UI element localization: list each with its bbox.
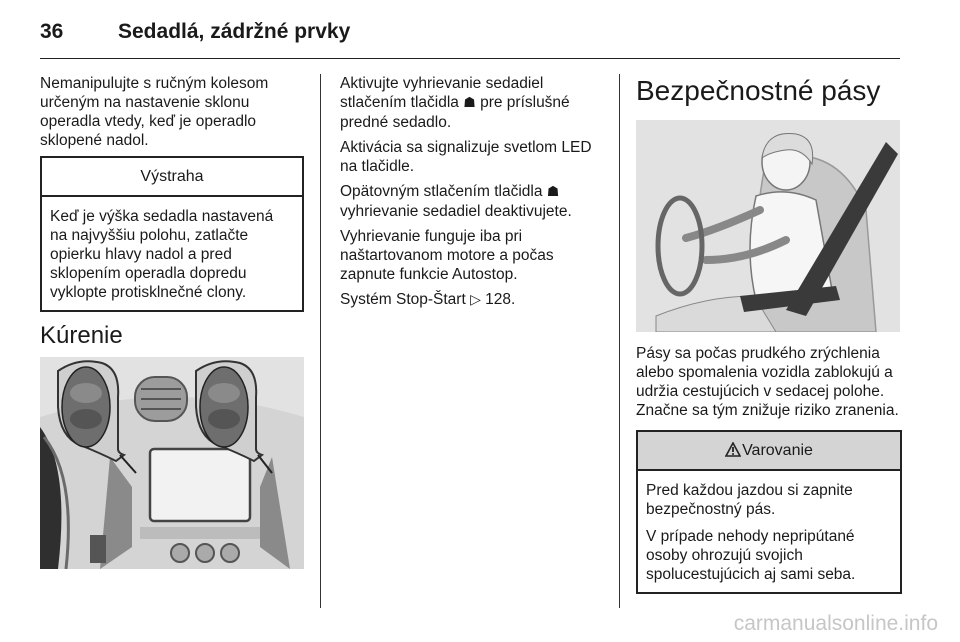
column-divider-1	[320, 74, 321, 608]
seat-heat-icon: ☗	[546, 184, 560, 200]
page-header	[40, 16, 910, 60]
warning-box-body	[638, 471, 900, 592]
column-left	[40, 74, 304, 569]
p1-text-a: Aktivujte vyhrievanie sedadiel stlačením tlačidla	[340, 75, 544, 111]
section-heading-seat-belts: Bezpečnostné pásy	[636, 75, 881, 106]
column-right	[636, 74, 902, 594]
stop-start-reference	[340, 290, 604, 310]
column-middle	[340, 74, 604, 316]
site-watermark: carmanualsonline.info	[733, 612, 938, 635]
section-heading-kurenie: Kúrenie	[40, 322, 123, 349]
intro-paragraph: Nemanipulujte s ručným kolesom určeným na nastavenie sklonu operadla vtedy, keď je operadlo sklopené nadol.	[40, 75, 269, 149]
heating-activate-paragraph	[340, 74, 604, 132]
seat-belt-body: Pásy sa počas prudkého zrýchlenia alebo spomalenia vozidla zablokujú a udržia cestujúcich v sedacej polohe. Značne sa tým znižuje riziko zranenia.	[636, 345, 899, 419]
warning-box-paragraph-1: Pred každou jazdou si zapnite bezpečnostný pás.	[646, 482, 853, 518]
heating-engine-paragraph: Vyhrievanie funguje iba pri naštartovanom motore a počas zapnute funkcie Autostop.	[340, 228, 554, 283]
header-rule	[40, 58, 900, 59]
page-number: 36	[40, 20, 64, 43]
warning-box-vystraha	[40, 156, 304, 312]
p3-text-b: vyhrievanie sedadiel deaktivujete.	[340, 203, 572, 220]
seat-heating-illustration	[40, 357, 304, 569]
warning-box-title: Výstraha	[42, 158, 302, 197]
page-reference-link[interactable]: 128.	[485, 291, 516, 308]
p5-text: Systém Stop-Štart	[340, 291, 471, 308]
chapter-title: Sedadlá, zádržné prvky	[118, 20, 351, 43]
warning-box-title: Varovanie	[742, 442, 813, 459]
warning-box-text: Keď je výška sedadla nastavená na najvyššiu polohu, zatlačte opierku hlavy nadol a pred sklopením operadla dopredu vyklopte protisklnečné clony.	[50, 208, 274, 301]
p3-text-a: Opätovným stlačením tlačidla	[340, 183, 547, 200]
reference-arrow-icon: ▷	[470, 292, 481, 308]
seat-belt-illustration	[636, 120, 900, 332]
warning-triangle-icon	[725, 442, 741, 457]
warning-box-paragraph-2: V prípade nehody nepripútané osoby ohrozujú svojich spolucestujúcich aj sami seba.	[646, 528, 856, 583]
seat-heat-icon: ☗	[463, 95, 476, 111]
heating-led-paragraph: Aktivácia sa signalizuje svetlom LED na tlačidle.	[340, 139, 592, 175]
p1-text-b: pre príslušné predné sedadlo.	[340, 94, 570, 131]
warning-box-varovanie	[636, 430, 902, 594]
column-divider-2	[619, 74, 620, 608]
warning-box-header	[638, 432, 900, 471]
heating-deactivate-paragraph	[340, 182, 604, 221]
warning-box-body	[42, 197, 302, 310]
